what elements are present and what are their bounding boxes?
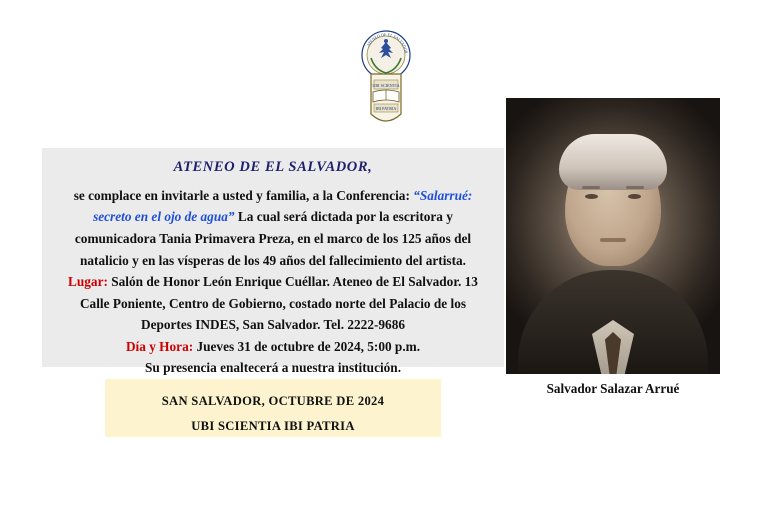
place-label: Lugar:	[68, 274, 108, 290]
svg-text:ATENEO DE EL SALVADOR: ATENEO DE EL SALVADOR	[365, 31, 409, 54]
invitation-line-1	[52, 185, 494, 207]
conference-title-part1: “Salarrué:	[413, 187, 473, 203]
footer-line-motto: UBI SCIENTIA IBI PATRIA	[191, 419, 355, 434]
portrait-eye-left	[585, 194, 598, 199]
invitation-card	[42, 148, 504, 376]
portrait-frame	[506, 98, 720, 374]
invitation-place-line-1	[52, 271, 494, 293]
footer-card	[105, 379, 441, 437]
invitation-line2-plain: La cual será dictada por la escritora y	[234, 209, 453, 225]
portrait-hair	[559, 134, 667, 190]
conference-title-part2: secreto en el ojo de agua”	[93, 209, 235, 225]
portrait-photo	[506, 98, 720, 374]
datetime-label: Día y Hora:	[125, 338, 194, 354]
portrait-caption: Salvador Salazar Arrué	[546, 381, 680, 396]
datetime-value: Jueves 31 de octubre de 2024, 5:00 p.m.	[193, 338, 421, 354]
invitation-place-line-3: Deportes INDES, San Salvador. Tel. 2222-9686	[140, 317, 405, 333]
invitation-title: ATENEO DE EL SALVADOR,	[173, 159, 373, 175]
invitation-datetime-line	[52, 336, 494, 358]
portrait-eye-right	[628, 194, 641, 199]
svg-text:UBI SCIENTIA: UBI SCIENTIA	[372, 82, 400, 88]
svg-text:IBI PATRIA: IBI PATRIA	[375, 106, 397, 112]
ateneo-emblem-icon	[359, 28, 413, 136]
invitation-closing: Su presencia enaltecerá a nuestra institución.	[144, 360, 402, 376]
invitation-place-line-2: Calle Poniente, Centro de Gobierno, costado norte del Palacio de los	[79, 295, 467, 311]
portrait-brow-right	[626, 186, 644, 189]
portrait-mouth	[600, 238, 626, 242]
invitation-line-2	[52, 206, 494, 228]
invitation-line1-plain: se complace en invitarle a usted y familia, a la Conferencia:	[73, 187, 414, 203]
invitation-body	[52, 185, 494, 379]
place-text-1: Salón de Honor León Enrique Cuéllar. Ateneo de El Salvador. 13	[107, 274, 478, 290]
invitation-line-3: comunicadora Tania Primavera Preza, en el marco de los 125 años del	[74, 231, 472, 246]
footer-line-city-date: SAN SALVADOR, OCTUBRE DE 2024	[161, 394, 385, 408]
portrait-brow-left	[582, 186, 600, 189]
invitation-line-4: natalicio y en las vísperas de los 49 años del fallecimiento del artista.	[80, 252, 466, 268]
